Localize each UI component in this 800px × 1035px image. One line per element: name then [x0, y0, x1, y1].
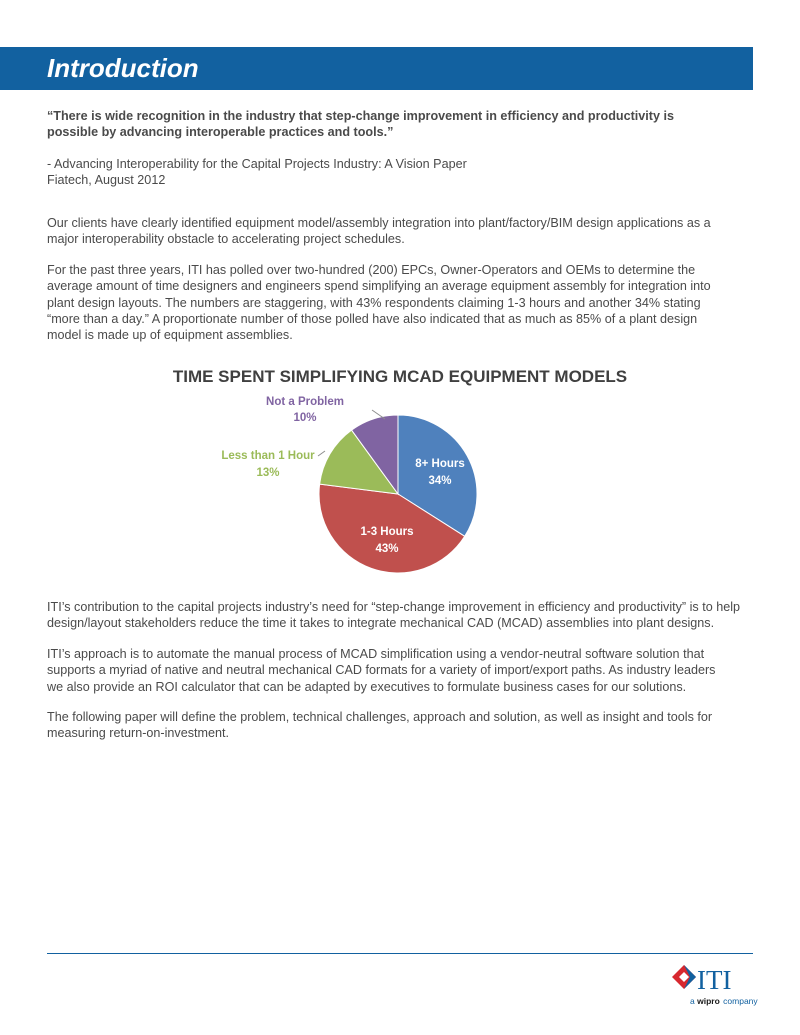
- text-line: The following paper will define the problem, technical challenges, approach and solution, as well as insight and tools for: [47, 710, 713, 724]
- slice-value-1-3-hours: 43%: [375, 543, 399, 555]
- quote-source: [47, 156, 747, 189]
- text-line: average amount of time designers and engineers spend simplifying an average equipment assembly for integration into: [47, 279, 711, 294]
- text-line: we also provide an ROI calculator that can be adapted by executives to formulate business cases for our solutions.: [47, 679, 687, 694]
- iti-logo: [670, 962, 760, 1008]
- footer-divider: [47, 953, 753, 954]
- text-line: design/layout stakeholders reduce the time it takes to integrate mechanical CAD (MCAD) assemblies into plant designs.: [47, 616, 715, 631]
- paragraph-4: [47, 646, 747, 695]
- text-line: Our clients have clearly identified equipment model/assembly integration into plant/factory/BIM design applications as a: [47, 216, 711, 230]
- slice-label-less-than-1-hour: Less than 1 Hour: [221, 450, 315, 462]
- slice-label-1-3-hours: 1-3 Hours: [360, 526, 414, 538]
- slice-label-not-a-problem: Not a Problem: [266, 396, 344, 408]
- text-line: plant design layouts. The numbers are staggering, with 43% respondents claiming 1-3 hours and another 34% stating: [47, 295, 701, 310]
- paragraph-5: [47, 709, 747, 742]
- slice-value-not-a-problem: 10%: [293, 412, 317, 424]
- tagline-brand: wipro: [697, 996, 720, 1006]
- pie-chart: [160, 360, 640, 580]
- quote-block: [47, 108, 747, 141]
- logo-tagline: [690, 996, 758, 1006]
- text-line: “more than a day.” A proportionate number of those polled have also indicated that as much as 85% of a plant design: [47, 311, 698, 326]
- quote-line: possible by advancing interoperable practices and tools.”: [47, 125, 394, 140]
- source-line: - Advancing Interoperability for the Capital Projects Industry: A Vision Paper: [47, 157, 467, 171]
- quote-line: “There is wide recognition in the industry that step-change improvement in efficiency and productivity is: [47, 109, 674, 123]
- text-line: For the past three years, ITI has polled over two-hundred (200) EPCs, Owner-Operators and OEMs to determine the: [47, 263, 696, 277]
- text-line: ITI’s approach is to automate the manual process of MCAD simplification using a vendor-neutral software solution that: [47, 647, 705, 661]
- text-line: measuring return-on-investment.: [47, 726, 229, 741]
- source-line: Fiatech, August 2012: [47, 173, 166, 188]
- paragraph-3: [47, 599, 747, 632]
- slice-label-8-hours: 8+ Hours: [415, 458, 465, 470]
- slice-value-less-than-1-hour: 13%: [256, 467, 280, 479]
- paragraph-1: [47, 215, 747, 248]
- tagline-prefix: a: [690, 996, 695, 1006]
- tagline-suffix: company: [723, 996, 758, 1006]
- logo-text: ITI: [697, 965, 732, 995]
- paragraph-2: [47, 262, 747, 343]
- leader-line-less-than-1-hour: [318, 451, 325, 456]
- text-line: supports a myriad of native and neutral mechanical CAD formats for a variety of import/export paths. As industry leaders: [47, 663, 716, 678]
- iti-diamond-icon: [672, 965, 696, 989]
- text-line: model is made up of equipment assemblies.: [47, 328, 293, 343]
- chart-title: TIME SPENT SIMPLIFYING MCAD EQUIPMENT MODELS: [172, 367, 628, 386]
- slice-value-8-hours: 34%: [428, 475, 452, 487]
- text-line: ITI’s contribution to the capital projects industry’s need for “step-change improvement in efficiency and productivity” is to help: [47, 600, 741, 614]
- page-title: Introduction: [47, 53, 199, 83]
- text-line: major interoperability obstacle to accelerating project schedules.: [47, 232, 405, 247]
